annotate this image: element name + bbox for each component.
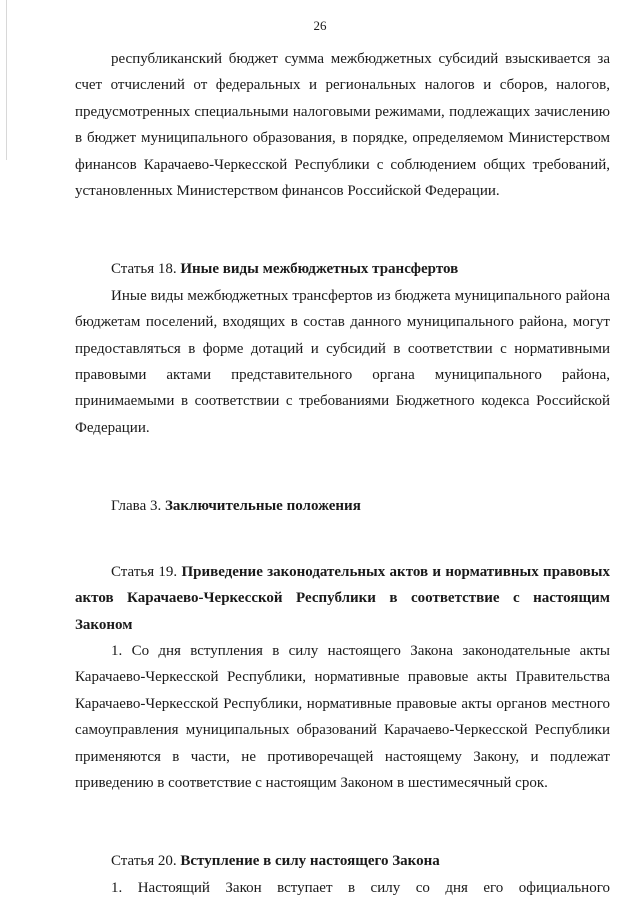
article-20-title: Вступление в силу настоящего Закона: [180, 853, 440, 870]
article-18-title: Иные виды межбюджетных трансфертов: [180, 261, 459, 278]
document-body: [75, 46, 610, 901]
spacer: [75, 796, 610, 822]
article-20-prefix: Статья 20.: [111, 853, 177, 870]
article-18-heading: [75, 256, 610, 282]
article-18-text: Иные виды межбюджетных трансфертов из бюджета муниципального района бюджетам поселений, входящих в состав данного муниципального района, могут предоставляться в форме дотаций и субсидий в соответствии с нормативными правовыми актами представительного органа муниципального района, принимаемыми в соответствии с требованиями Бюджетного кодекса Российской Федерации.: [75, 287, 610, 436]
spacer: [75, 441, 610, 467]
article-19-text: 1. Со дня вступления в силу настоящего Закона законодательные акты Карачаево-Черкесской Республики, нормативные правовые акты Правительства Карачаево-Черкесской Республики, нормативные правовые акты органов местного самоуправления муниципальных образований Карачаево-Черкесской Республики применяются в части, не противоречащей настоящему Закону, и подлежат приведению в соответствие с настоящим Законом в шестимесячный срок.: [75, 642, 610, 791]
article-20-heading: [75, 848, 610, 874]
article-18-prefix: Статья 18.: [111, 261, 177, 278]
page-number: 26: [313, 18, 327, 33]
continuation-paragraph: республиканский бюджет сумма межбюджетных субсидий взыскивается за счет отчислений от федеральных и региональных налогов и сборов, налогов, предусмотренных специальными налоговыми режимами, подлежащих зачислению в бюджет муниципального образования, в порядке, определяемом Министерством финансов Карачаево-Черкесской Республики с соблюдением общих требований, установленных Министерством финансов Российской Федерации.: [75, 51, 610, 200]
chapter-3-prefix: Глава 3.: [111, 498, 162, 515]
article-19-heading: [75, 559, 610, 638]
article-19-title: Приведение законодательных актов и нормативных правовых актов Карачаево-Черкесской Республики в соответствие с настоящим Законом: [75, 563, 610, 633]
article-20-text: 1. Настоящий Закон вступает в силу со дня его официального: [111, 879, 610, 896]
chapter-3-title: Заключительные положения: [164, 498, 361, 515]
article-19-prefix: Статья 19.: [111, 563, 178, 580]
spacer: [75, 204, 610, 230]
chapter-3-heading: [75, 493, 610, 519]
spacer: [75, 546, 610, 559]
spacer: [75, 520, 610, 546]
